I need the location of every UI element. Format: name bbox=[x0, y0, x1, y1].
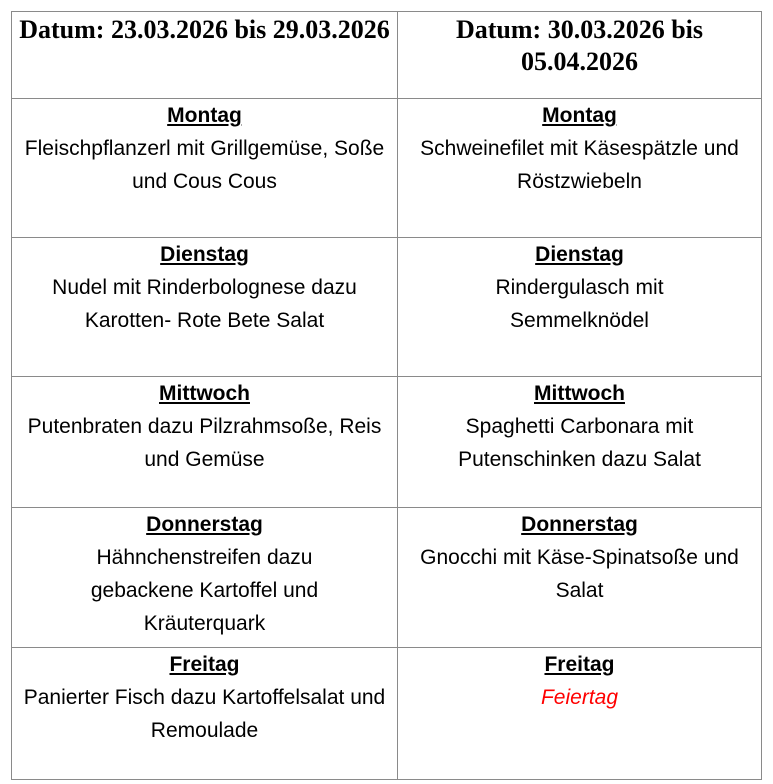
header-row bbox=[12, 12, 762, 99]
menu-cell bbox=[12, 508, 398, 648]
meal-text: Schweinefilet mit Käsespätzle und Röstzwiebeln bbox=[420, 137, 739, 193]
meal-text: Gnocchi mit Käse-Spinatsoße und Salat bbox=[420, 546, 739, 602]
menu-cell bbox=[398, 99, 762, 238]
meal-text: Spaghetti Carbonara mit Putenschinken dazu Salat bbox=[458, 415, 701, 471]
day-label: Dienstag bbox=[535, 243, 624, 266]
menu-cell bbox=[398, 508, 762, 648]
table-row bbox=[12, 238, 762, 377]
day-label: Freitag bbox=[169, 653, 240, 676]
meal-text: Rindergulasch mit Semmelknödel bbox=[495, 276, 664, 332]
day-label: Mittwoch bbox=[159, 382, 250, 405]
day-label: Montag bbox=[542, 104, 617, 127]
day-label: Mittwoch bbox=[534, 382, 625, 405]
table-row bbox=[12, 377, 762, 508]
menu-table bbox=[11, 11, 762, 780]
meal-text: Fleischpflanzerl mit Grillgemüse, Soße und Cous Cous bbox=[24, 137, 385, 193]
menu-cell bbox=[398, 377, 762, 508]
table-row bbox=[12, 508, 762, 648]
day-label: Donnerstag bbox=[521, 513, 638, 536]
menu-cell bbox=[12, 238, 398, 377]
day-label: Freitag bbox=[544, 653, 615, 676]
menu-cell bbox=[12, 377, 398, 508]
menu-cell bbox=[398, 648, 762, 780]
table-row bbox=[12, 648, 762, 780]
day-label: Dienstag bbox=[160, 243, 249, 266]
meal-text: Panierter Fisch dazu Kartoffelsalat und Remoulade bbox=[23, 686, 386, 742]
menu-cell bbox=[398, 238, 762, 377]
week2-header: Datum: 30.03.2026 bis 05.04.2026 bbox=[398, 12, 762, 99]
holiday-text: Feiertag bbox=[540, 686, 619, 709]
table-row bbox=[12, 99, 762, 238]
meal-text: Nudel mit Rinderbolognese dazu Karotten- Rote Bete Salat bbox=[52, 276, 357, 332]
menu-cell bbox=[12, 99, 398, 238]
day-label: Donnerstag bbox=[146, 513, 263, 536]
meal-text: Hähnchenstreifen dazu gebackene Kartoffel und Kräuterquark bbox=[90, 546, 319, 635]
menu-cell bbox=[12, 648, 398, 780]
day-label: Montag bbox=[167, 104, 242, 127]
meal-text: Putenbraten dazu Pilzrahmsoße, Reis und Gemüse bbox=[27, 415, 382, 471]
week1-header: Datum: 23.03.2026 bis 29.03.2026 bbox=[12, 12, 398, 99]
